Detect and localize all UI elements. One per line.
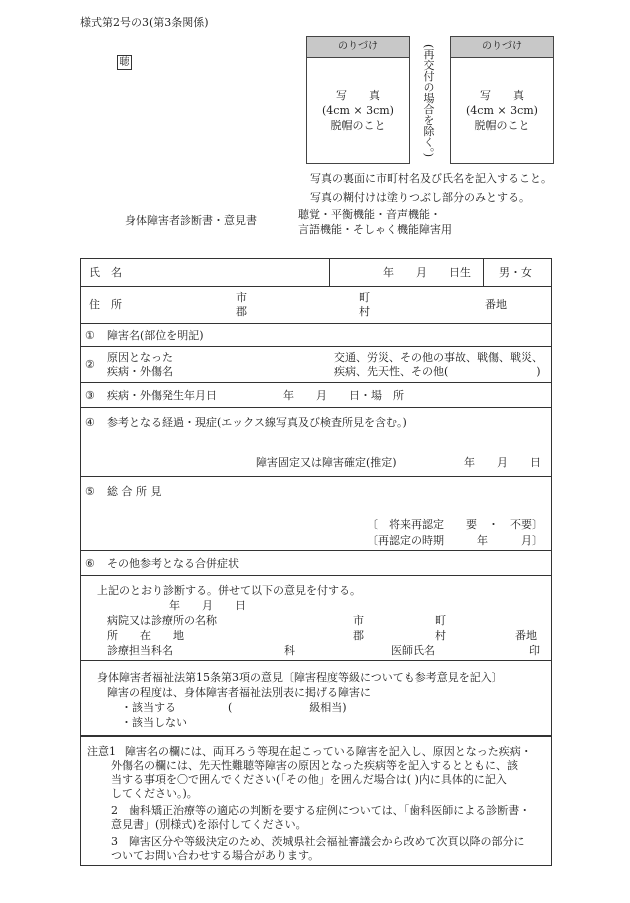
notes-block xyxy=(81,737,551,864)
stamp-box: 聴 xyxy=(117,55,132,70)
address-city: 市 xyxy=(236,291,247,304)
form-title: 身体障害者診断書・意見書 xyxy=(125,214,257,227)
hospital-label: 病院又は診療所の名称 xyxy=(107,614,217,627)
address-county: 郡 xyxy=(236,305,247,318)
address-banchi: 番地 xyxy=(485,298,507,311)
row-address xyxy=(81,287,551,324)
row3-date: 年 月 日・場 所 xyxy=(283,389,404,402)
seal-label: 印 xyxy=(529,644,540,657)
row4-date: 年 月 日 xyxy=(464,456,541,469)
doctor-label: 医師氏名 xyxy=(391,644,435,657)
diag-city: 市 xyxy=(353,614,364,627)
diagnosis-statement: 上記のとおり診断する。併せて以下の意見を付する。 xyxy=(97,584,361,597)
row2-label2: 疾病・外傷名 xyxy=(107,365,173,378)
row5-num: ⑤ xyxy=(85,485,95,498)
name-label: 氏 名 xyxy=(89,266,122,279)
address-label: 住 所 xyxy=(89,298,122,311)
opinion-not-applies: ・該当しない xyxy=(121,716,187,729)
function-line-2: 言語機能・そしゃく機能障害用 xyxy=(298,223,452,236)
photo-label-right: 写 真 xyxy=(480,89,524,102)
opinion-line: 障害の程度は、身体障害者福祉法別表に掲げる障害に xyxy=(107,686,371,699)
row5-label: 総 合 所 見 xyxy=(107,485,162,498)
photo-size-right: (4cm × 3cm) xyxy=(466,104,538,117)
main-form-table xyxy=(80,258,552,866)
row2-label1: 原因となった xyxy=(107,351,173,364)
row-history xyxy=(81,408,551,477)
row-cause xyxy=(81,347,551,383)
note3-line2: ついてお問い合わせする場合があります。 xyxy=(111,849,320,862)
photo-hat-left: 脱帽のこと xyxy=(330,119,386,132)
row1-label: 障害名(部位を明記) xyxy=(107,329,204,342)
dob-label: 年 月 日生 xyxy=(383,266,471,279)
glue-label-right: のりづけ xyxy=(451,37,553,58)
row2-num: ② xyxy=(85,358,95,371)
diagnosis-block xyxy=(81,576,551,661)
diag-village: 村 xyxy=(435,629,446,642)
row6-label: その他参考となる合併症状 xyxy=(107,557,239,570)
note1-line1: 障害名の欄には、両耳ろう等現在起こっている障害を記入し、原因となった疾病・ xyxy=(125,745,532,758)
photo-box-left xyxy=(306,36,410,164)
row-complications xyxy=(81,551,551,576)
address-label-diag: 所 在 地 xyxy=(107,629,184,642)
gender-label: 男・女 xyxy=(499,266,532,279)
row-findings xyxy=(81,477,551,551)
row-onset-date xyxy=(81,383,551,408)
photo-label-left: 写 真 xyxy=(336,89,380,102)
note2-line2: 意見書」(別様式)を添付してください。 xyxy=(111,818,307,831)
row3-label: 疾病・外傷発生年月日 xyxy=(107,389,217,402)
photo-size-left: (4cm × 3cm) xyxy=(322,104,394,117)
diag-county: 郡 xyxy=(353,629,364,642)
note1-head: 注意1 xyxy=(87,745,116,758)
row2-option1: 交通、労災、その他の事故、戦傷、戦災、 xyxy=(334,351,543,364)
photo-hat-right: 脱帽のこと xyxy=(474,119,530,132)
diag-town: 町 xyxy=(435,614,446,627)
row5-recert: 〔 将来再認定 要 ・ 不要〕 xyxy=(367,518,543,531)
dept-label: 診療担当科名 xyxy=(107,644,173,657)
address-town: 町 xyxy=(359,291,370,304)
photo-note-1: 写真の裏面に市町村名及び氏名を記入すること。 xyxy=(310,172,552,185)
function-line-1: 聴覚・平衡機能・音声機能・ xyxy=(298,208,441,221)
note1-line3: 当する事項を〇で囲んでください(「その他」を囲んだ場合は( )内に具体的に記入 xyxy=(111,773,507,786)
row4-label: 参考となる経過・現症(エックス線写真及び検査所見を含む。) xyxy=(107,416,407,429)
dept-ka: 科 xyxy=(284,644,295,657)
diag-banchi: 番地 xyxy=(515,629,537,642)
row3-num: ③ xyxy=(85,389,95,402)
row5-recert-time: 〔再認定の時期 年 月〕 xyxy=(367,534,543,547)
row2-option2: 疾病、先天性、その他( ) xyxy=(334,365,541,378)
opinion-title: 身体障害者福祉法第15条第3項の意見〔障害程度等級についても参考意見を記入〕 xyxy=(97,671,503,684)
row4-num: ④ xyxy=(85,416,95,429)
photo-box-right xyxy=(450,36,554,164)
address-village: 村 xyxy=(359,305,370,318)
photo-note-2: 写真の糊付けは塗りつぶし部分のみとする。 xyxy=(310,191,530,204)
row1-num: ① xyxy=(85,329,95,342)
glue-label-left: のりづけ xyxy=(307,37,409,58)
row4-fixed: 障害固定又は障害確定(推定) xyxy=(256,456,397,469)
opinion-applies: ・該当する xyxy=(121,701,176,714)
diagnosis-date: 年 月 日 xyxy=(169,599,246,612)
form-id: 様式第2号の3(第3条関係) xyxy=(80,16,209,29)
row-disability-name xyxy=(81,324,551,347)
row6-num: ⑥ xyxy=(85,557,95,570)
note2-line1: 2 歯科矯正治療等の適応の判断を要する症例については、「歯科医師による診断書・ xyxy=(111,804,531,817)
note3-line1: 3 障害区分や等級決定のため、茨城県社会福祉審議会から改めて次頁以降の部分に xyxy=(111,835,525,848)
note1-line2: 外傷名の欄には、先天性難聴等障害の原因となった疾病等を記入するとともに、該 xyxy=(111,759,518,772)
note1-line4: してください。)。 xyxy=(111,787,198,800)
reissue-note: (再交付の場合を除く。) xyxy=(422,44,435,158)
opinion-grade: ( 級相当) xyxy=(228,701,347,714)
row-name xyxy=(81,259,551,287)
opinion-block xyxy=(81,661,551,737)
